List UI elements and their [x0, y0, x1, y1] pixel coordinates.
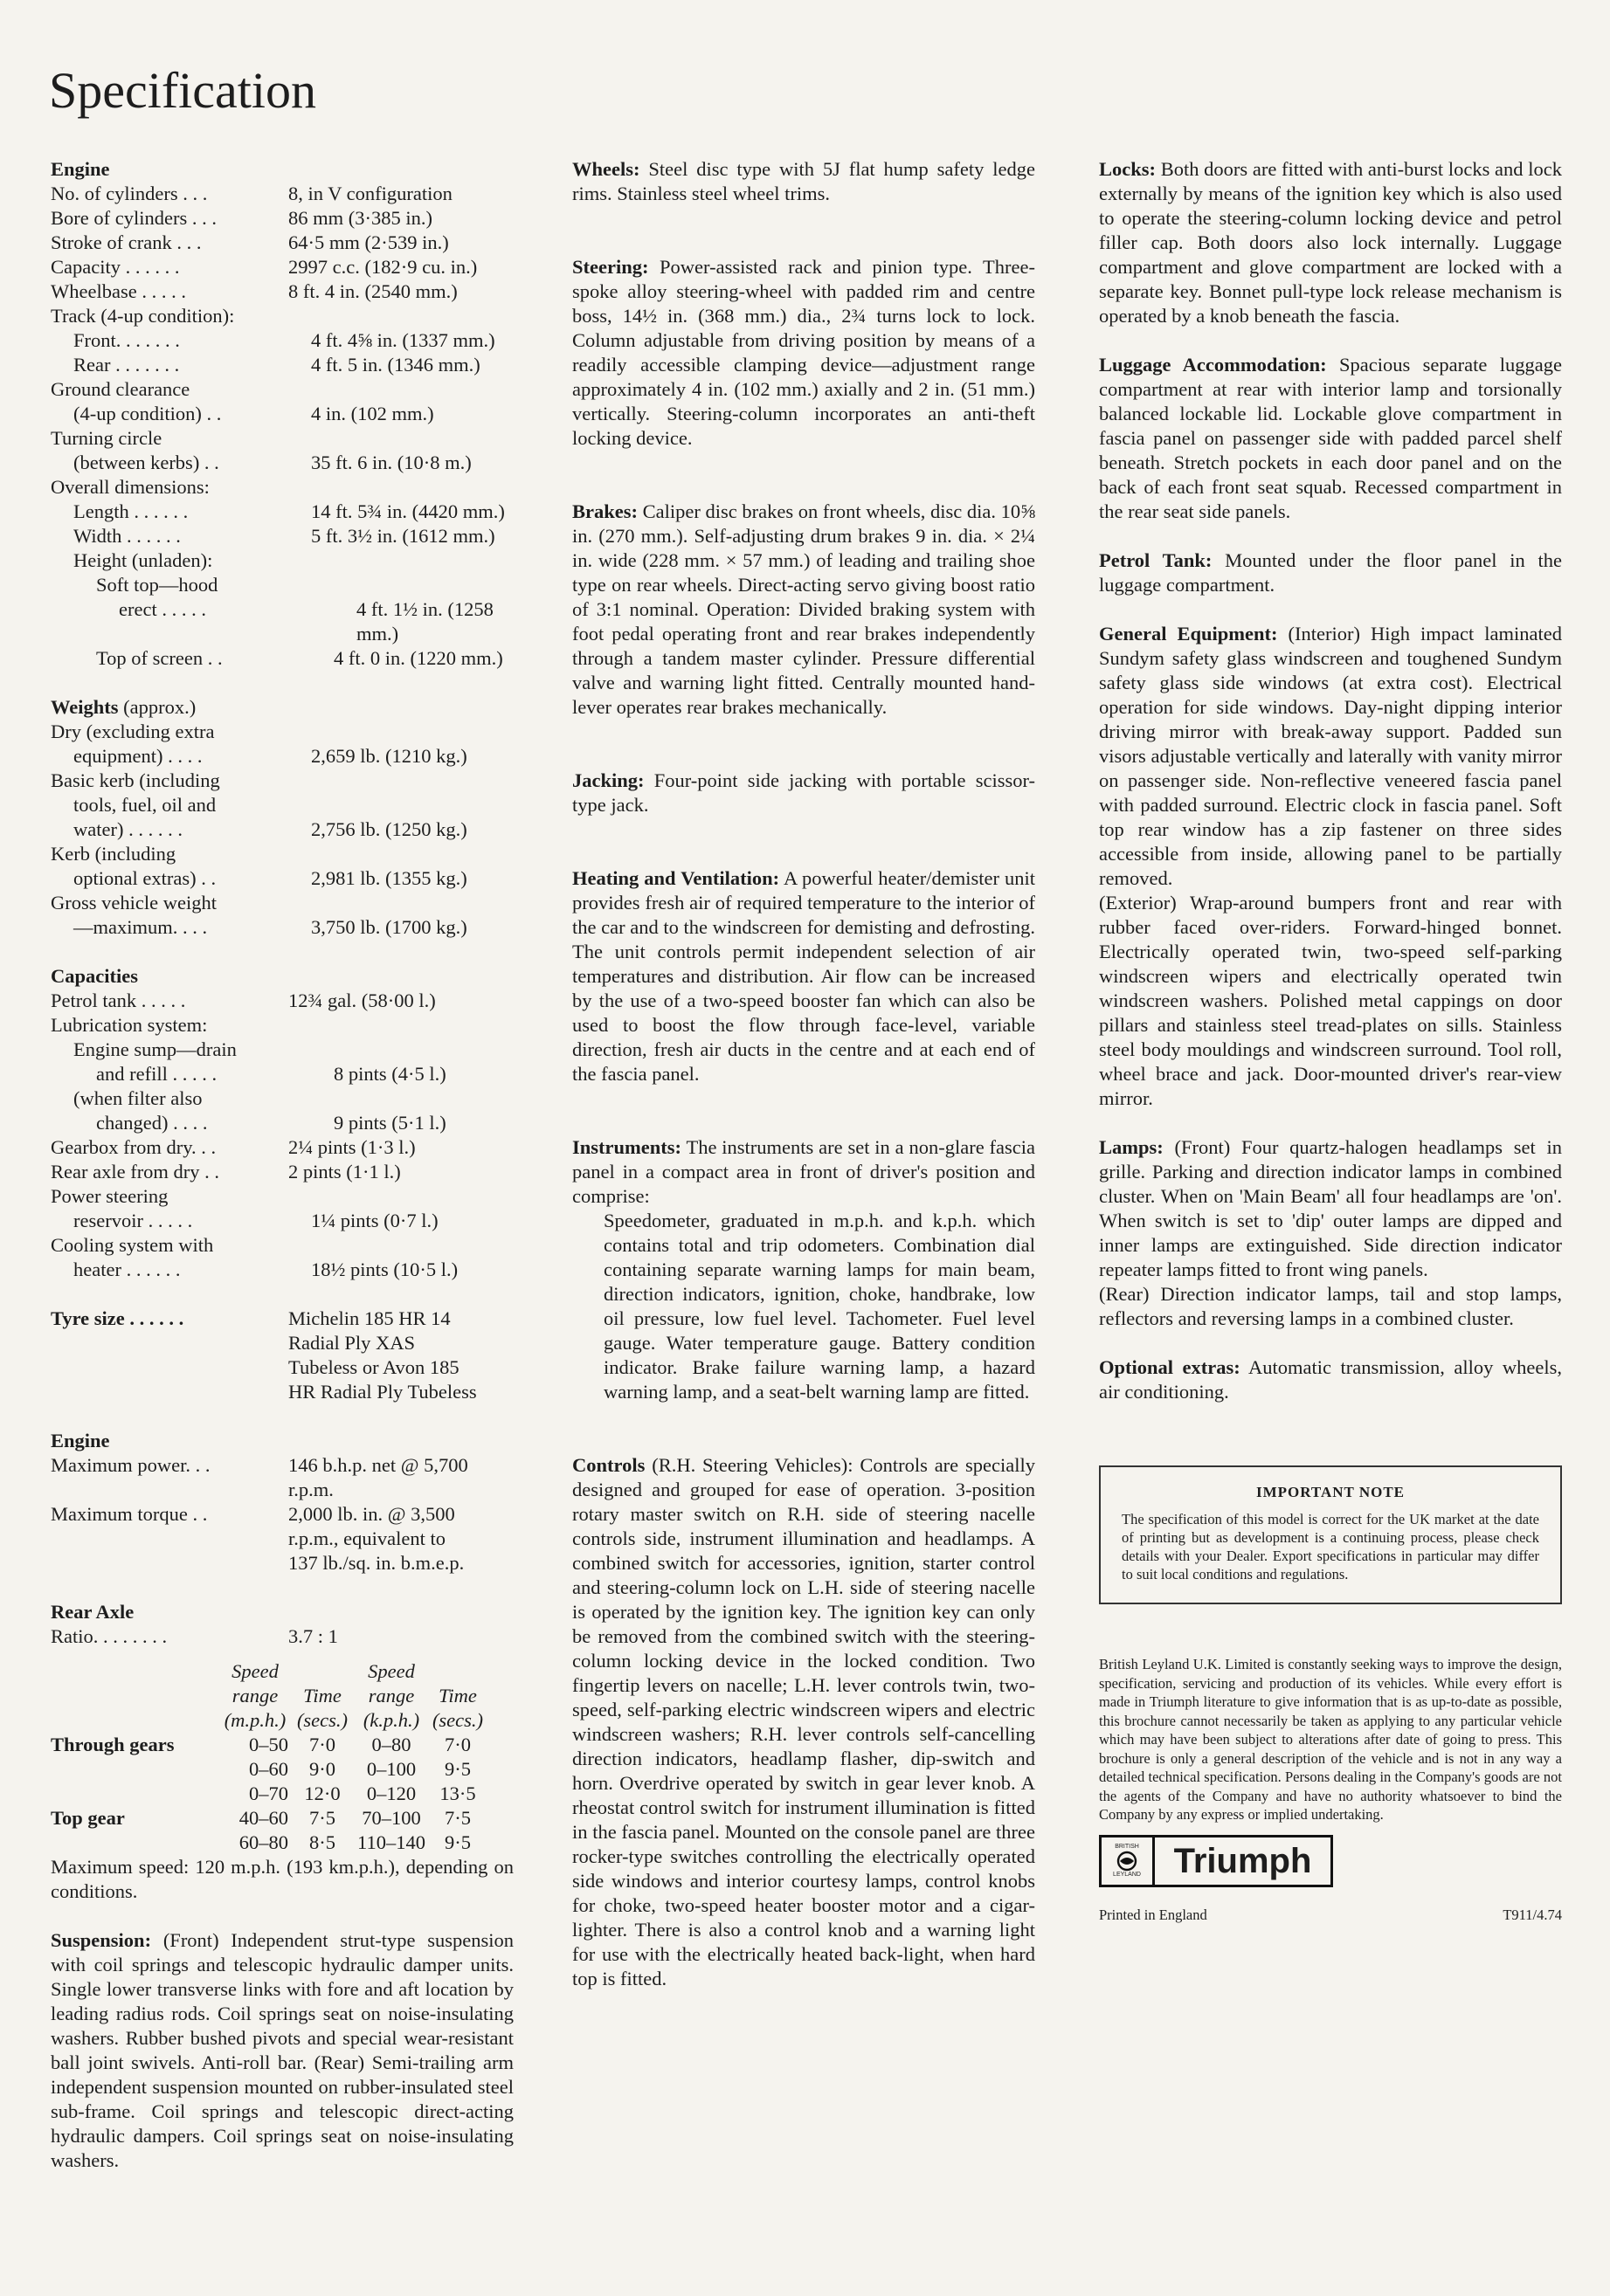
- spec-label: Engine sump—drain: [73, 1038, 237, 1060]
- spec-value: [311, 548, 514, 573]
- value-line: 2,000 lb. in. @ 3,500: [288, 1503, 455, 1525]
- spec-row: [51, 1233, 514, 1258]
- general-equipment-text: (Interior) High impact laminated Sundym safety glass windscreen and toughened Sundym safety glass side windows (at extra cost). Electrical operation for side windows. Day-night dipping interior driving mirror with break-away support. Padded sun visors adjustable vertically and laterally with vanity mirror on passenger side. Non-reflective veneered fascia panel with padded surround. Electric clock in fascia panel. Soft top rear window has a zip fastener on three sides accessible from inside, allowing panel to be partially removed.: [1099, 623, 1562, 889]
- capacities-section: [51, 964, 514, 1282]
- perf-header-cell: Speed: [231, 1660, 279, 1682]
- spec-row: [51, 1062, 514, 1086]
- perf-cell: 13·5: [439, 1782, 476, 1804]
- spec-value: 2997 c.c. (182·9 cu. in.): [288, 256, 478, 278]
- perf-cell: 0–100: [366, 1758, 417, 1780]
- spec-label: Bore of cylinders . . .: [51, 207, 217, 229]
- perf-header-cell: Time: [303, 1685, 342, 1706]
- spec-value: 4 ft. 4⅝ in. (1337 mm.): [311, 329, 495, 351]
- column-left: [51, 157, 514, 2173]
- spec-row: [51, 1258, 514, 1282]
- tyre-label: Tyre size . . . . . .: [51, 1307, 184, 1329]
- perf-cell: 60–80: [238, 1831, 288, 1853]
- engine-heading: Engine: [51, 158, 110, 180]
- perf-header-cell: Time: [439, 1685, 477, 1706]
- spec-row: [51, 182, 514, 206]
- spec-label: Turning circle: [51, 427, 162, 449]
- spec-label: (between kerbs) . .: [73, 452, 219, 473]
- important-note-title: IMPORTANT NOTE: [1255, 1484, 1406, 1500]
- spec-row: [51, 304, 514, 328]
- spec-row: [51, 769, 514, 793]
- spec-value: 2¼ pints (1·3 l.): [288, 1136, 416, 1158]
- spec-label: erect . . . . .: [119, 598, 206, 620]
- steering-text: Power-assisted rack and pinion type. Three-spoke alloy steering-wheel with padded rim and centre boss, 14½ in. (368 mm.) dia., 2¾ turns lock to lock. Column adjustable from driving position by means of a readily accessible clamping device—adjustment range approximately 4 in. (102 mm.) axially and 2 in. (51 mm.) vertically. Steering-column incorporates an anti-theft locking device.: [572, 256, 1035, 449]
- perf-header-cell: (m.p.h.): [224, 1709, 287, 1731]
- spec-value: [311, 1086, 514, 1111]
- spec-row: [51, 720, 514, 744]
- perf-header-row: [51, 1684, 484, 1708]
- spec-value: 8 pints (4·5 l.): [334, 1063, 446, 1085]
- spec-value: [311, 1038, 514, 1062]
- ratio-label: Ratio. . . . . . . .: [51, 1625, 168, 1647]
- spec-value: 2,659 lb. (1210 kg.): [311, 745, 467, 767]
- spec-label: Stroke of crank . . .: [51, 231, 202, 253]
- lamps-paragraph: [1099, 1135, 1562, 1282]
- spec-value: [288, 304, 514, 328]
- spec-value: 1¼ pints (0·7 l.): [311, 1210, 439, 1231]
- lamps-rear: (Rear) Direction indicator lamps, tail and stop lamps, reflectors and reversing lamps in a combined cluster.: [1099, 1283, 1562, 1329]
- spec-label: equipment) . . . .: [73, 745, 203, 767]
- spec-row: [51, 231, 514, 255]
- spec-row: [51, 744, 514, 769]
- spec-label: Basic kerb (including: [51, 769, 220, 791]
- brakes-heading: Brakes:: [572, 500, 638, 522]
- perf-cell: 0–60: [249, 1758, 288, 1780]
- spec-row: [51, 1111, 514, 1135]
- spec-label: tools, fuel, oil and: [73, 794, 217, 816]
- spec-label: —maximum. . . .: [73, 916, 208, 938]
- rear-axle-section: [51, 1600, 514, 1649]
- spec-value: 2 pints (1·1 l.): [288, 1161, 401, 1182]
- perf-cell: 7·5: [309, 1807, 335, 1829]
- spec-label: Kerb (including: [51, 843, 176, 865]
- spec-label: Rear . . . . . . .: [73, 354, 180, 376]
- spec-row: [51, 500, 514, 524]
- value-line: 137 lb./sq. in. b.m.e.p.: [288, 1552, 465, 1574]
- lamps-heading: Lamps:: [1099, 1136, 1164, 1158]
- perf-header-cell: range: [368, 1685, 415, 1706]
- perf-cell: 12·0: [304, 1782, 341, 1804]
- spec-label: Length . . . . . .: [73, 500, 189, 522]
- capacities-rows: [51, 989, 514, 1282]
- spec-row: [51, 573, 514, 597]
- engine-section: [51, 157, 514, 671]
- perf-header-row: [51, 1708, 484, 1733]
- max-power-value: [288, 1453, 514, 1502]
- perf-row: [51, 1806, 484, 1831]
- spec-value: [288, 1013, 514, 1038]
- locks-text: Both doors are fitted with anti-burst locks and lock externally by means of the ignition key which is also used to operate the steering-column locking device and petrol filler cap. Both doors also lock internally. Luggage compartment and glove compartment are locked with a separate key. Bonnet pull-type lock release mechanism is operated by a knob beneath the fascia.: [1099, 158, 1562, 327]
- spec-label: No. of cylinders . . .: [51, 183, 208, 204]
- perf-header-cell: (secs.): [296, 1709, 349, 1731]
- spec-row: [51, 646, 514, 671]
- luggage-paragraph: [1099, 353, 1562, 524]
- spec-row: [51, 1184, 514, 1209]
- weights-section: [51, 695, 514, 940]
- spec-value: 8 ft. 4 in. (2540 mm.): [288, 280, 458, 302]
- spec-row: [51, 1209, 514, 1233]
- petrol-paragraph: [1099, 548, 1562, 597]
- general-equipment-exterior: (Exterior) Wrap-around bumpers front and rear with rubber faced over-riders. Forward-hinged bonnet. Electrically operated twin, two-speed self-parking windscreen wipers and electrically operated twin windscreen washers. Polished metal cappings on door pillars and stainless steel tread-plates on sills. Stainless steel body mouldings and windscreen surround. Tool roll, wheel brace and jack. Door-mounted driver's rear-view mirror.: [1099, 892, 1562, 1109]
- optional-extras-paragraph: [1099, 1355, 1562, 1404]
- spec-label: Height (unladen):: [73, 549, 213, 571]
- spec-label: Ground clearance: [51, 378, 190, 400]
- spec-row: [51, 279, 514, 304]
- spec-label: changed) . . . .: [96, 1112, 208, 1134]
- spec-value: [334, 573, 514, 597]
- disclaimer-text: British Leyland U.K. Limited is constantly seeking ways to improve the design, specification, servicing and production of its vehicles. While every effort is made in Triumph literature to give information that is as up-to-date as possible, this brochure cannot necessarily be taken as applying to any particular vehicle which may have been subject to alterations after date of going to press. This brochure is only a general description of the vehicle and is not in any way a detailed technical specification. Persons dealing in the Company's goods are not the agents of the Company and have no authority whatsoever to bind the Company by any express or implied undertaking.: [1099, 1656, 1562, 1823]
- value-line: Radial Ply XAS: [288, 1332, 416, 1354]
- triumph-logo: [1099, 1835, 1333, 1887]
- spec-row: [51, 1086, 514, 1111]
- max-power-label: Maximum power. . .: [51, 1454, 211, 1476]
- spec-row: [51, 1135, 514, 1160]
- general-equipment-paragraph: [1099, 622, 1562, 891]
- spec-value: 14 ft. 5¾ in. (4420 mm.): [311, 500, 505, 522]
- controls-text: (R.H. Steering Vehicles): Controls are specially designed and grouped for ease of operation. 3-position rotary master switch on R.H. side of steering nacelle controls side, instrument illumination and headlamps. A combined switch for accessories, ignition, starter control and steering-column lock on L.H. side of steering nacelle is operated by the ignition key. The ignition key can only be removed from the combined switch with the steering-column locking device in the locked condition. Two fingertip levers on nacelle; L.H. lever controls twin, two-speed, self-parking electric windscreen wipers and electric windscreen washers; R.H. lever controls self-cancelling direction indicators, headlamp flasher, dip-switch and horn. Overdrive operated by switch in gear lever knob. A rheostat control switch for instrument illumination is fitted in the fascia panel. Mounted on the console panel are three rocker-type switches controlling the electrically operated side windows and interior courtesy lamps, control knobs for choke, two-speed heater booster motor and a cigar-lighter. There is also a control knob and a warning light for use with the electrically heated back-light, when hard top is fitted.: [572, 1454, 1035, 1989]
- suspension-text: (Front) Independent strut-type suspension with coil springs and telescopic hydraulic damper units. Single lower transverse links with fore and aft location by leading radius rods. Coil springs seat on noise-insulating washers. Rubber bushed pivots and special wear-resistant ball joint swivels. Anti-roll bar. (Rear) Semi-trailing arm independent suspension mounted on rubber-insulated steel sub-frame. Coil springs and telescopic direct-acting hydraulic dampers. Coil springs seat on noise-insulating washers.: [51, 1929, 514, 2171]
- perf-cell: 9·5: [445, 1831, 471, 1853]
- tyre-value: [288, 1307, 514, 1404]
- spec-value: 9 pints (5·1 l.): [334, 1112, 446, 1134]
- performance-table: [51, 1659, 484, 1855]
- spec-row: [51, 866, 514, 891]
- spec-label: heater . . . . . .: [73, 1258, 181, 1280]
- spec-label: Lubrication system:: [51, 1014, 208, 1036]
- badge-top-text: BRITISH: [1115, 1843, 1139, 1850]
- column-right: [1099, 157, 1562, 1927]
- heating-paragraph: [572, 866, 1035, 1086]
- jacking-paragraph: [572, 769, 1035, 817]
- spec-value: [288, 1233, 514, 1258]
- spec-value: 18½ pints (10·5 l.): [311, 1258, 459, 1280]
- spec-value: 12¾ gal. (58·00 l.): [288, 989, 436, 1011]
- spec-label: Width . . . . . .: [73, 525, 181, 547]
- spec-label: Front. . . . . . .: [73, 329, 180, 351]
- perf-cell: 7·0: [309, 1734, 335, 1755]
- spec-label: and refill . . . . .: [96, 1063, 218, 1085]
- spec-row: [51, 989, 514, 1013]
- controls-paragraph: [572, 1453, 1035, 1991]
- footer: [1099, 1903, 1562, 1927]
- spec-row: [51, 524, 514, 548]
- luggage-heading: Luggage Accommodation:: [1099, 354, 1327, 376]
- perf-row: [51, 1757, 484, 1782]
- weights-rows: [51, 720, 514, 940]
- tyre-section: [51, 1307, 514, 1404]
- perf-row: [51, 1733, 484, 1757]
- spec-row: [51, 1160, 514, 1184]
- engine-rows: [51, 182, 514, 671]
- perf-cell: 0–120: [366, 1782, 417, 1804]
- spec-value: 4 ft. 1½ in. (1258 mm.): [356, 598, 494, 645]
- spec-label: Top of screen . .: [96, 647, 223, 669]
- suspension-paragraph: [51, 1928, 514, 2173]
- perf-cell: 0–80: [371, 1734, 411, 1755]
- spec-row: [51, 377, 514, 402]
- perf-cell: 0–70: [249, 1782, 288, 1804]
- weights-heading-note: (approx.): [118, 696, 197, 718]
- spec-value: [288, 475, 514, 500]
- spec-value: 3,750 lb. (1700 kg.): [311, 916, 467, 938]
- spec-row: [51, 451, 514, 475]
- instruments-list: Speedometer, graduated in m.p.h. and k.p.h. which contains total and trip odometers. Combination dial containing separate warning lamps for main beam, direction indicators, ignition, choke, handbrake, low oil pressure, low fuel level. Tachometer. Fuel level gauge. Water temperature gauge. Battery condition indicator. Brake failure warning lamp, a hazard warning lamp, and a seat-belt warning lamp are fitted.: [604, 1210, 1035, 1403]
- instruments-heading: Instruments:: [572, 1136, 682, 1158]
- spec-value: [311, 793, 514, 817]
- british-leyland-badge: [1102, 1837, 1155, 1885]
- spec-row: [51, 891, 514, 915]
- perf-cell: 7·5: [445, 1807, 471, 1829]
- brakes-text: Caliper disc brakes on front wheels, disc dia. 10⅝ in. (270 mm.). Self-adjusting drum brakes 9 in. dia. × 2¼ in. wide (228 mm. × 57 mm.) of leading and trailing shoe type on rear wheels. Direct-acting servo giving boost ratio of 3:1 nominal. Operation: Divided braking system with foot pedal operating front and rear brakes independently through a tandem master cylinder. Pressure differential valve and warning light fitted. Centrally mounted hand-lever operates rear brakes mechanically.: [572, 500, 1035, 718]
- spec-row: [51, 426, 514, 451]
- ratio-value: 3.7 : 1: [288, 1625, 338, 1647]
- max-speed-text: Maximum speed: 120 m.p.h. (193 km.p.h.), depending on conditions.: [51, 1856, 514, 1902]
- spec-row: [51, 842, 514, 866]
- spec-label: Power steering: [51, 1185, 169, 1207]
- important-note-box: [1099, 1465, 1562, 1604]
- spec-row: [51, 206, 514, 231]
- perf-header-cell: Speed: [368, 1660, 415, 1682]
- spec-label: Soft top—hood: [96, 574, 218, 596]
- spec-row: [51, 475, 514, 500]
- value-line: 146 b.h.p. net @ 5,700: [288, 1454, 468, 1476]
- petrol-text: Mounted under the floor panel in the luggage compartment.: [1099, 549, 1562, 596]
- steering-heading: Steering:: [572, 256, 649, 278]
- spec-value: 5 ft. 3½ in. (1612 mm.): [311, 525, 495, 547]
- perf-cell: 70–100: [362, 1807, 421, 1829]
- spec-row: [51, 817, 514, 842]
- lamps-text: (Front) Four quartz-halogen headlamps set in grille. Parking and direction indicator lamps in combined cluster. When on 'Main Beam' all four headlamps are 'on'. When switch is set to 'dip' outer lamps are dipped and inner lamps are extinguished. Side direction indicator repeater lamps fitted to front wing panels.: [1099, 1136, 1562, 1280]
- locks-paragraph: [1099, 157, 1562, 328]
- optional-extras-heading: Optional extras:: [1099, 1356, 1240, 1378]
- spec-value: 35 ft. 6 in. (10·8 m.): [311, 452, 472, 473]
- perf-row: [51, 1831, 484, 1855]
- perf-row-label: Top gear: [51, 1807, 125, 1829]
- general-equipment-heading: General Equipment:: [1099, 623, 1278, 645]
- spec-value: [288, 720, 514, 744]
- spec-value: [288, 891, 514, 915]
- luggage-text: Spacious separate luggage compartment at rear with interior lamp and torsionally balanced lockable lid. Lockable glove compartment in fascia panel on passenger side with padded parcel shelf beneath. Stretch pockets in each door panel and on the back of each front seat squab. Recessed compartment in the rear seat side panels.: [1099, 354, 1562, 522]
- spec-value: [288, 377, 514, 402]
- perf-cell: 7·0: [445, 1734, 471, 1755]
- spec-value: 2,756 lb. (1250 kg.): [311, 818, 467, 840]
- spec-row: [51, 1013, 514, 1038]
- perf-cell: 9·5: [445, 1758, 471, 1780]
- spec-value: [288, 426, 514, 451]
- value-line: r.p.m.: [288, 1479, 334, 1500]
- spec-label: Petrol tank . . . . .: [51, 989, 186, 1011]
- spec-label: Overall dimensions:: [51, 476, 210, 498]
- important-note-text: The specification of this model is correct for the UK market at the date of printing but as development is a continuing process, please check details with your Dealer. Export specifications in particular may differ to suit local conditions and regulations.: [1122, 1511, 1539, 1582]
- perf-cell: 9·0: [309, 1758, 335, 1780]
- perf-header-row: [51, 1659, 484, 1684]
- spec-value: 8, in V configuration: [288, 183, 453, 204]
- perf-cell: 8·5: [309, 1831, 335, 1853]
- rear-axle-heading: Rear Axle: [51, 1601, 135, 1623]
- value-line: Tubeless or Avon 185: [288, 1356, 460, 1378]
- perf-row-label: Through gears: [51, 1734, 175, 1755]
- value-line: r.p.m., equivalent to: [288, 1527, 446, 1549]
- locks-heading: Locks:: [1099, 158, 1157, 180]
- spec-value: 4 in. (102 mm.): [311, 403, 434, 424]
- suspension-heading: Suspension:: [51, 1929, 152, 1951]
- spec-label: Cooling system with: [51, 1234, 214, 1256]
- perf-header-cell: (k.p.h.): [363, 1709, 420, 1731]
- spec-row: [51, 915, 514, 940]
- capacities-heading: Capacities: [51, 965, 138, 987]
- heating-text: A powerful heater/demister unit provides fresh air of required temperature to the interior of the car and to the windscreen for demisting and defrosting. The unit controls permit independent selection of air temperatures and distribution. Air flow can be increased by the use of a two-speed booster fan which can also be used to boost the flow through face-level, variable direction, fresh air ducts in the centre and at each end of the fascia panel.: [572, 867, 1035, 1085]
- spec-value: 4 ft. 0 in. (1220 mm.): [334, 647, 503, 669]
- perf-cell: 110–140: [357, 1831, 425, 1853]
- spec-value: 4 ft. 5 in. (1346 mm.): [311, 354, 480, 376]
- heating-heading: Heating and Ventilation:: [572, 867, 780, 889]
- document-code: T911/4.74: [1503, 1906, 1562, 1923]
- badge-bottom-text: LEYLAND: [1113, 1871, 1141, 1878]
- spec-value: [288, 842, 514, 866]
- perf-header-cell: [294, 1659, 351, 1684]
- perf-row: [51, 1782, 484, 1806]
- spec-row: [51, 402, 514, 426]
- instruments-text: The instruments are set in a non-glare fascia panel in a compact area in front of driver's position and comprise:: [572, 1136, 1035, 1207]
- spec-value: [288, 1184, 514, 1209]
- spec-label: Dry (excluding extra: [51, 721, 215, 742]
- perf-header-cell: (secs.): [432, 1709, 484, 1731]
- spec-value: 86 mm (3·385 in.): [288, 207, 432, 229]
- spec-row: [51, 548, 514, 573]
- engine-power-section: [51, 1429, 514, 1575]
- petrol-heading: Petrol Tank:: [1099, 549, 1213, 571]
- max-torque-label: Maximum torque . .: [51, 1503, 208, 1525]
- spec-label: water) . . . . . .: [73, 818, 183, 840]
- max-torque-value: [288, 1502, 514, 1575]
- spec-label: (4-up condition) . .: [73, 403, 222, 424]
- spec-row: [51, 793, 514, 817]
- page-title: Specification: [49, 62, 317, 119]
- engine-power-heading: Engine: [51, 1430, 110, 1451]
- spec-label: (when filter also: [73, 1087, 203, 1109]
- perf-header-cell: range: [231, 1685, 279, 1706]
- spec-label: Capacity . . . . . .: [51, 256, 180, 278]
- value-line: Michelin 185 HR 14: [288, 1307, 451, 1329]
- controls-heading: Controls: [572, 1454, 646, 1476]
- wheels-text: Steel disc type with 5J flat hump safety ledge rims. Stainless steel wheel trims.: [572, 158, 1035, 204]
- spec-label: reservoir . . . . .: [73, 1210, 193, 1231]
- spec-label: Track (4-up condition):: [51, 305, 235, 327]
- wheels-heading: Wheels:: [572, 158, 640, 180]
- wheels-paragraph: [572, 157, 1035, 206]
- spec-row: [51, 328, 514, 353]
- perf-header-cell: [432, 1659, 484, 1684]
- perf-cell: 40–60: [238, 1807, 288, 1829]
- spec-value: 2,981 lb. (1355 kg.): [311, 867, 467, 889]
- spec-label: optional extras) . .: [73, 867, 217, 889]
- jacking-text: Four-point side jacking with portable scissor-type jack.: [572, 769, 1035, 816]
- triumph-wordmark: Triumph: [1173, 1841, 1312, 1880]
- steering-paragraph: [572, 255, 1035, 451]
- spec-label: Wheelbase . . . . .: [51, 280, 186, 302]
- instruments-paragraph: [572, 1135, 1035, 1209]
- spec-row: [51, 1038, 514, 1062]
- spec-row: [51, 353, 514, 377]
- optional-extras-text: Automatic transmission, alloy wheels, air conditioning.: [1099, 1356, 1562, 1403]
- weights-heading: Weights: [51, 696, 119, 718]
- value-line: HR Radial Ply Tubeless: [288, 1381, 477, 1403]
- spec-label: Rear axle from dry . .: [51, 1161, 220, 1182]
- spec-value: 64·5 mm (2·539 in.): [288, 231, 449, 253]
- spec-value: [288, 769, 514, 793]
- spec-row: [51, 597, 514, 646]
- column-middle: [572, 157, 1035, 1991]
- leyland-emblem-icon: [1114, 1851, 1140, 1872]
- spec-row: [51, 255, 514, 279]
- perf-cell: 0–50: [249, 1734, 288, 1755]
- printed-in-text: Printed in England: [1099, 1906, 1207, 1923]
- brakes-paragraph: [572, 500, 1035, 720]
- jacking-heading: Jacking:: [572, 769, 645, 791]
- spec-label: Gearbox from dry. . .: [51, 1136, 217, 1158]
- spec-label: Gross vehicle weight: [51, 892, 217, 914]
